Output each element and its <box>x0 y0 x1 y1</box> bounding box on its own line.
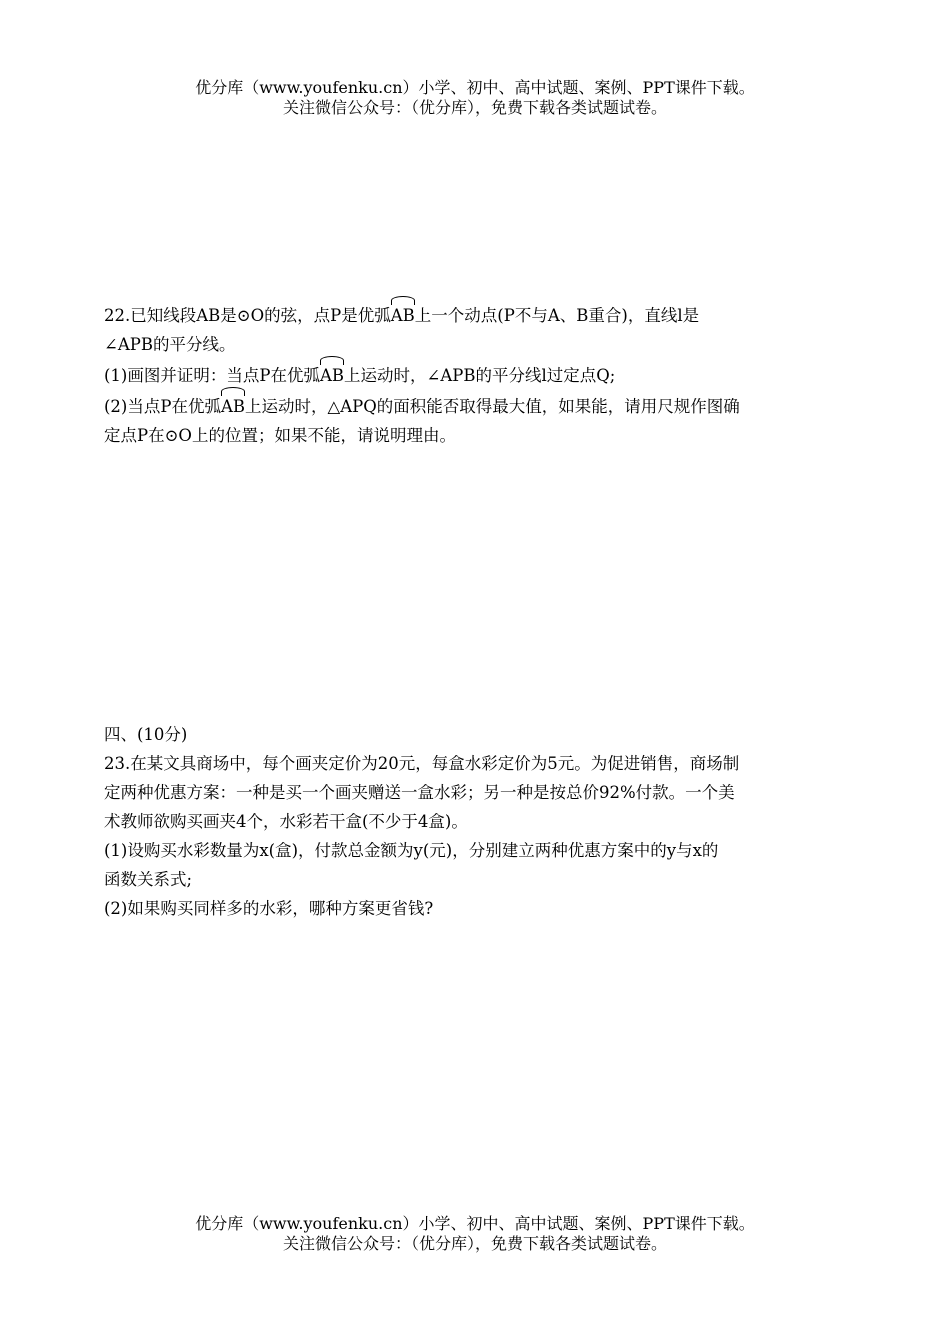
q22-text: 上运动时，∠APB的平分线l过定点Q; <box>344 366 616 385</box>
q22-text: 上一个动点(P不与A、B重合)，直线l是 <box>414 306 700 325</box>
footer-line-1: 优分库（www.youfenku.cn）小学、初中、高中试题、案例、PPT课件下载。 <box>195 1214 755 1233</box>
q22-text: (2)当点P在优弧 <box>104 397 221 416</box>
q22-part-2-cont: 定点P在⊙O上的位置；如果不能，请说明理由。 <box>104 426 456 445</box>
page-header <box>0 78 950 118</box>
q22-part-2 <box>104 390 849 421</box>
arc-ab: AB <box>320 359 344 390</box>
q22-stem-line-2: ∠APB的平分线。 <box>104 335 236 354</box>
q23-part-1: (1)设购买水彩数量为x(盒)，付款总金额为y(元)，分别建立两种优惠方案中的y与x的 <box>104 841 719 860</box>
header-line-2: 关注微信公众号：（优分库），免费下载各类试题试卷。 <box>282 98 667 117</box>
q23-stem-line-1: 23.在某文具商场中，每个画夹定价为20元，每盒水彩定价为5元。为促进销售，商场制 <box>104 754 740 773</box>
q22-stem-line-1 <box>104 299 849 330</box>
q22-text: 上运动时，△APQ的面积能否取得最大值，如果能，请用尺规作图确 <box>245 397 740 416</box>
question-22 <box>104 299 849 450</box>
arc-ab: AB <box>221 390 245 421</box>
q23-stem-line-2: 定两种优惠方案：一种是买一个画夹赠送一盒水彩；另一种是按总价92%付款。一个美 <box>104 783 735 802</box>
q22-part-1 <box>104 359 849 390</box>
q23-part-1-cont: 函数关系式; <box>104 870 193 889</box>
q23-part-2: (2)如果购买同样多的水彩，哪种方案更省钱? <box>104 899 434 918</box>
arc-ab: AB <box>391 299 415 330</box>
section-4-title: 四、(10分) <box>104 725 188 744</box>
footer-line-2: 关注微信公众号：（优分库），免费下载各类试题试卷。 <box>282 1234 667 1253</box>
q22-text: (1)画图并证明：当点P在优弧 <box>104 366 320 385</box>
question-23 <box>104 720 849 923</box>
header-line-1: 优分库（www.youfenku.cn）小学、初中、高中试题、案例、PPT课件下载。 <box>195 78 755 97</box>
page-footer <box>0 1214 950 1254</box>
q23-stem-line-3: 术教师欲购买画夹4个，水彩若干盒(不少于4盒)。 <box>104 812 468 831</box>
q22-text: 22.已知线段AB是⊙O的弦，点P是优弧 <box>104 306 391 325</box>
